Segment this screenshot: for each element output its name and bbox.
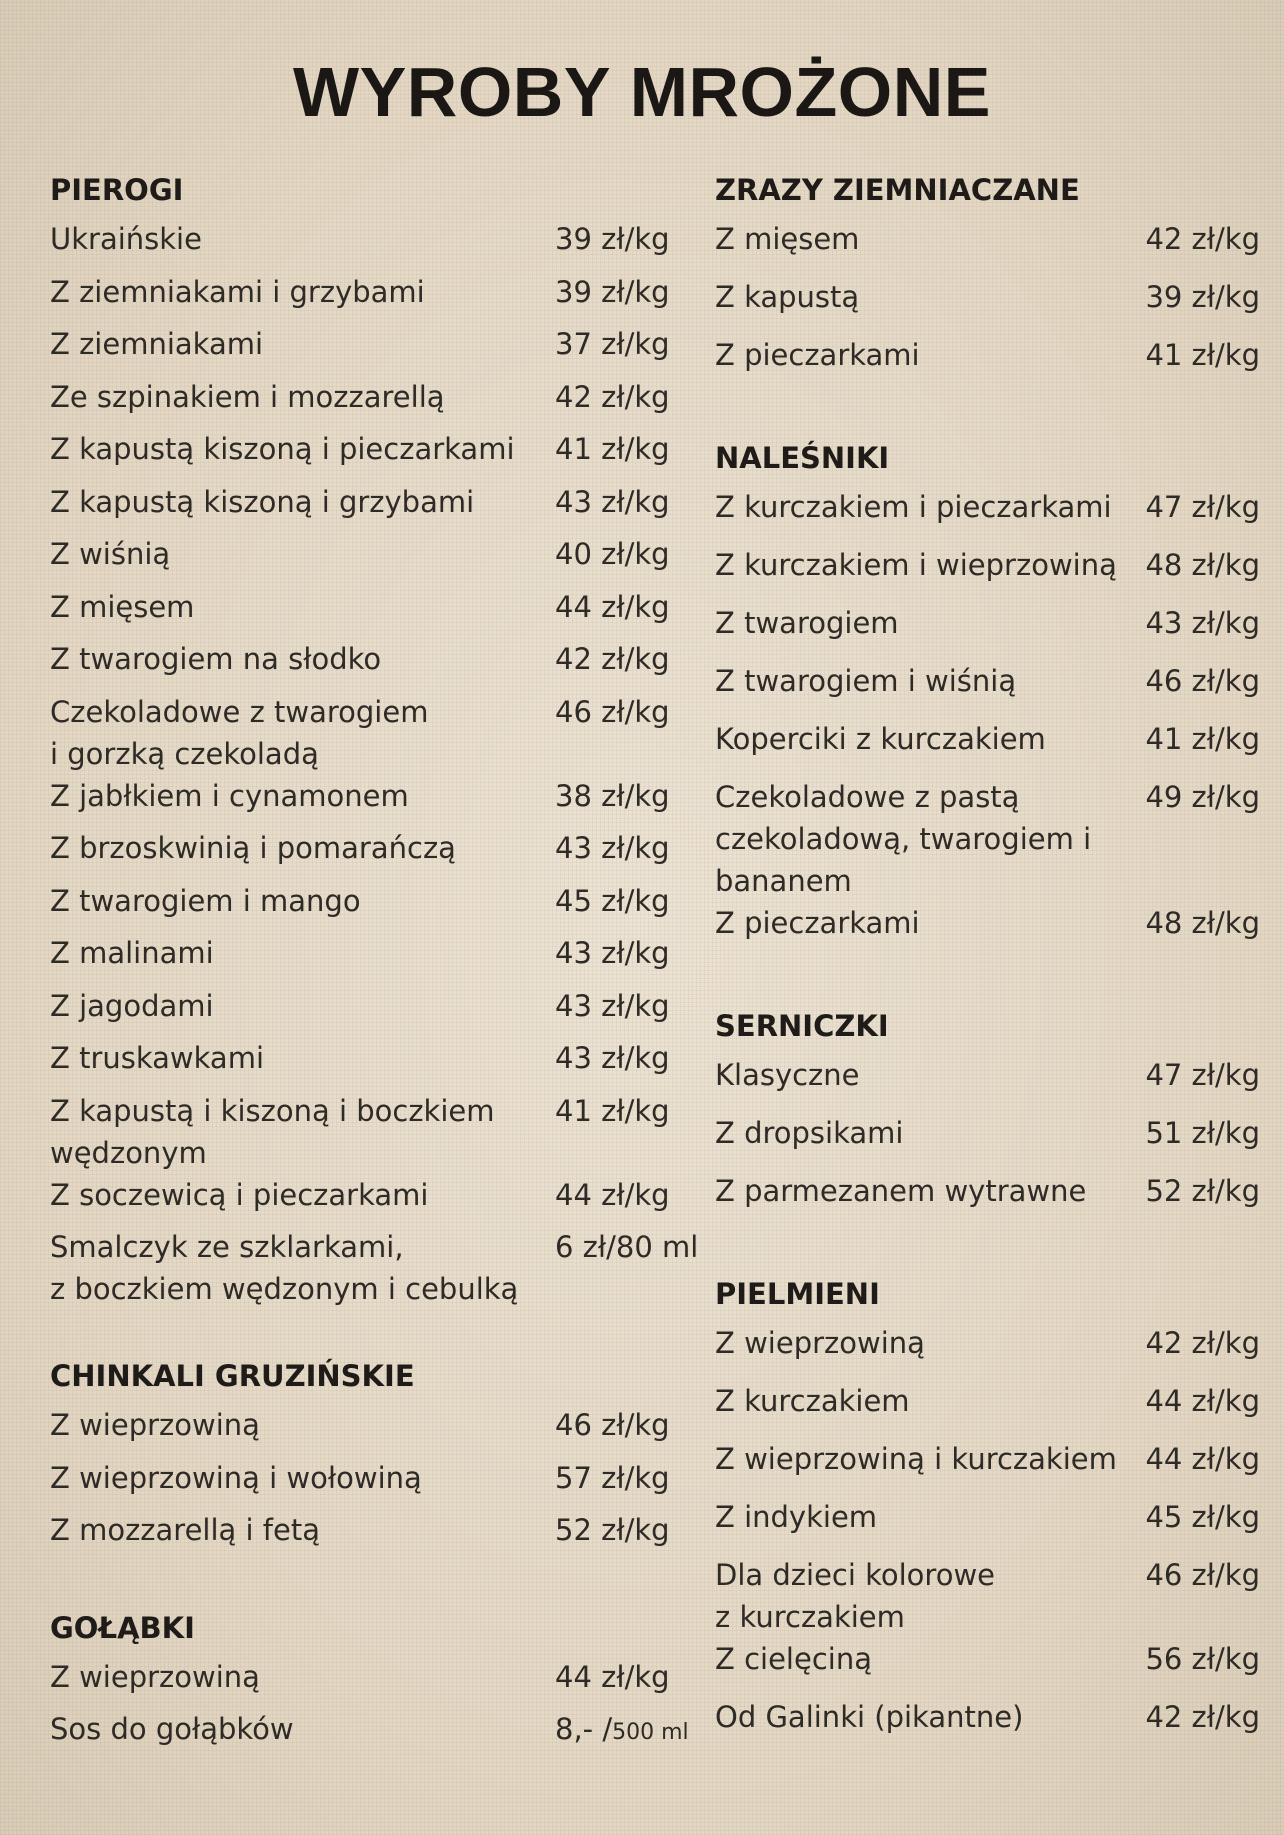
item-price-value: 47 zł/kg <box>1145 490 1260 524</box>
item-name: Z ziemniakami <box>50 327 264 361</box>
item-price-value: 44 zł/kg <box>1145 1384 1260 1418</box>
item-price <box>555 1090 695 1132</box>
item-price-value: 46 zł/kg <box>1145 664 1260 698</box>
item-price <box>555 985 695 1027</box>
item-name: Od Galinki (pikantne) <box>715 1700 1024 1734</box>
menu-item <box>50 1037 695 1090</box>
section-heading: PIELMIENI <box>715 1277 880 1311</box>
item-price <box>555 1174 695 1216</box>
item-name: Z wieprzowiną <box>50 1659 260 1694</box>
item-price-value: 42 zł/kg <box>1145 1700 1260 1734</box>
item-price <box>1145 718 1260 760</box>
menu-item <box>715 1322 1260 1380</box>
item-price-value: 48 zł/kg <box>1145 906 1260 940</box>
item-price <box>555 691 695 733</box>
item-name: Czekoladowe z pastą czekoladową, twarogiem i bananem <box>715 780 1092 898</box>
item-name: Z twarogiem <box>715 606 899 640</box>
item-price-value: 39 zł/kg <box>555 222 670 256</box>
section-heading: CHINKALI GRUZIŃSKIE <box>50 1359 415 1393</box>
item-price-value: 43 zł/kg <box>555 484 670 519</box>
section-serniczki <box>715 1006 1260 1228</box>
item-name: Sos do gołąbków <box>50 1712 294 1746</box>
item-price-value: 6 zł/80 ml <box>555 1230 699 1264</box>
item-price <box>1145 1170 1260 1212</box>
item-name: Ze szpinakiem i mozzarellą <box>50 379 445 414</box>
item-price <box>555 1457 695 1499</box>
section-heading: PIEROGI <box>50 173 184 207</box>
item-price-value: 44 zł/kg <box>555 1177 670 1212</box>
left-column <box>50 170 699 1761</box>
item-price-value: 45 zł/kg <box>555 883 670 918</box>
item-price <box>555 586 695 628</box>
item-price <box>1145 486 1260 528</box>
item-price <box>555 1404 695 1446</box>
item-name: Z wieprzowiną i wołowiną <box>50 1460 422 1495</box>
section-heading: ZRAZY ZIEMNIACZANE <box>715 173 1080 207</box>
item-name: Z twarogiem i wiśnią <box>715 664 1017 698</box>
item-price-value: 41 zł/kg <box>1145 338 1260 372</box>
item-price-value: 43 zł/kg <box>555 988 670 1023</box>
item-price <box>1145 1696 1260 1738</box>
item-price-value: 44 zł/kg <box>555 1659 670 1694</box>
menu-item <box>715 602 1260 660</box>
page-title: WYROBY MROŻONE <box>293 53 991 131</box>
item-price-value: 38 zł/kg <box>555 778 670 813</box>
item-name: Z wieprzowiną <box>715 1326 925 1360</box>
item-price <box>1145 1638 1260 1680</box>
item-name: Z mięsem <box>715 222 860 256</box>
item-name: Z kapustą kiszoną i pieczarkami <box>50 432 515 466</box>
item-name: Z wieprzowiną i kurczakiem <box>715 1442 1117 1476</box>
item-name: Z twarogiem na słodko <box>50 642 382 676</box>
item-price-unit: 500 ml <box>612 1720 689 1745</box>
item-price <box>1145 1438 1260 1480</box>
item-name: Z wieprzowiną <box>50 1408 260 1442</box>
item-price-value: 52 zł/kg <box>1145 1174 1260 1208</box>
item-price-value: 42 zł/kg <box>1145 222 1260 256</box>
item-name: Z kapustą <box>715 280 860 314</box>
item-price <box>1145 602 1260 644</box>
menu-item <box>715 486 1260 544</box>
menu-item <box>50 1656 695 1709</box>
menu-item <box>50 376 695 429</box>
item-price <box>1145 1054 1260 1096</box>
item-price-value: 46 zł/kg <box>555 1408 670 1442</box>
item-name: Z kapustą i kiszoną i boczkiem wędzonym <box>50 1093 495 1170</box>
menu-item <box>50 1174 695 1227</box>
item-price <box>555 638 695 680</box>
item-price <box>1145 544 1260 586</box>
item-name: Klasyczne <box>715 1058 860 1092</box>
item-price <box>1145 776 1260 818</box>
item-price <box>555 1509 695 1551</box>
item-name: Z ziemniakami i grzybami <box>50 274 425 309</box>
item-price-value: 48 zł/kg <box>1145 548 1260 582</box>
item-name: Ukraińskie <box>50 222 202 256</box>
section-nalesniki <box>715 438 1260 960</box>
menu-item <box>715 276 1260 334</box>
item-price <box>1145 1112 1260 1154</box>
item-name: Z brzoskwinią i pomarańczą <box>50 831 456 865</box>
menu-item <box>50 827 695 880</box>
section-heading: NALEŚNIKI <box>715 441 890 475</box>
item-price-value: 49 zł/kg <box>1145 780 1260 814</box>
item-price-value: 37 zł/kg <box>555 327 670 361</box>
menu-item <box>50 218 695 271</box>
item-price-value: 46 zł/kg <box>555 694 670 729</box>
item-name: Czekoladowe z twarogiem i gorzką czekoladą <box>50 694 429 771</box>
item-name: Z mięsem <box>50 589 195 624</box>
item-price-value: 57 zł/kg <box>555 1460 670 1495</box>
item-price <box>1145 218 1260 260</box>
section-zrazy-ziemniaczane <box>715 170 1260 392</box>
item-name: Z malinami <box>50 936 214 970</box>
menu-item <box>715 1380 1260 1438</box>
item-price-value: 43 zł/kg <box>1145 606 1260 640</box>
item-price <box>555 827 695 869</box>
menu-item <box>50 1090 695 1174</box>
menu-item <box>715 218 1260 276</box>
item-name: Z soczewicą i pieczarkami <box>50 1177 429 1212</box>
item-price <box>555 1226 699 1268</box>
item-price-value: 52 zł/kg <box>555 1513 670 1547</box>
item-price-value: 42 zł/kg <box>555 379 670 414</box>
item-name: Dla dzieci kolorowe z kurczakiem <box>715 1558 996 1634</box>
menu-item <box>715 718 1260 776</box>
item-price <box>555 1037 695 1079</box>
menu-item <box>715 1054 1260 1112</box>
menu-item <box>50 691 695 775</box>
item-name: Z wiśnią <box>50 537 171 571</box>
item-name: Koperciki z kurczakiem <box>715 722 1046 756</box>
item-price-value: 47 zł/kg <box>1145 1058 1260 1092</box>
item-price-value: 45 zł/kg <box>1145 1500 1260 1534</box>
item-name: Z twarogiem i mango <box>50 883 361 918</box>
item-price-value: 43 zł/kg <box>555 936 670 970</box>
menu-item <box>715 334 1260 392</box>
item-price-value: 43 zł/kg <box>555 1041 670 1075</box>
right-column <box>715 170 1260 1754</box>
menu-item <box>715 776 1260 902</box>
menu-item <box>50 1226 699 1310</box>
item-price <box>555 218 695 260</box>
item-name: Z pieczarkami <box>715 338 920 372</box>
item-price-value: 40 zł/kg <box>555 537 670 571</box>
item-price-value: 41 zł/kg <box>1145 722 1260 756</box>
item-price <box>1145 1322 1260 1364</box>
item-price <box>1145 660 1260 702</box>
menu-item <box>50 586 695 639</box>
menu-item <box>715 1696 1260 1754</box>
menu-item <box>50 428 695 481</box>
item-price-value: 39 zł/kg <box>555 274 670 309</box>
item-price <box>555 932 695 974</box>
menu-item <box>50 271 695 324</box>
item-price <box>541 1708 695 1754</box>
item-price-value: 46 zł/kg <box>1145 1558 1260 1592</box>
item-name: Z parmezanem wytrawne <box>715 1174 1087 1208</box>
menu-item <box>50 323 695 376</box>
section-pierogi <box>50 170 699 1310</box>
item-price-value: 56 zł/kg <box>1145 1642 1260 1676</box>
item-price-value: 41 zł/kg <box>555 1093 670 1128</box>
menu-item <box>50 638 695 691</box>
menu-item <box>715 660 1260 718</box>
item-price <box>1145 276 1260 318</box>
item-price <box>555 428 695 470</box>
item-price <box>555 376 695 418</box>
item-name: Z kurczakiem i wieprzowiną <box>715 548 1117 582</box>
item-name: Z pieczarkami <box>715 906 920 940</box>
item-name: Z mozzarellą i fetą <box>50 1513 320 1547</box>
menu-item <box>715 902 1260 960</box>
item-price <box>555 271 695 313</box>
item-name: Z truskawkami <box>50 1041 265 1075</box>
menu-item <box>50 1404 695 1457</box>
menu-item <box>50 481 695 534</box>
item-name: Z jabłkiem i cynamonem <box>50 778 409 813</box>
item-price-value: 42 zł/kg <box>555 642 670 676</box>
item-price <box>1145 334 1260 376</box>
menu-item <box>715 1554 1260 1638</box>
menu-item <box>715 1170 1260 1228</box>
item-price-value: 43 zł/kg <box>555 831 670 865</box>
item-name: Z indykiem <box>715 1500 878 1534</box>
menu-item <box>715 544 1260 602</box>
menu-item <box>50 1457 695 1510</box>
menu-item <box>50 880 695 933</box>
item-price-value: 42 zł/kg <box>1145 1326 1260 1360</box>
menu-item <box>715 1112 1260 1170</box>
item-name: Z kurczakiem <box>715 1384 910 1418</box>
menu-item <box>50 533 695 586</box>
item-price <box>1145 902 1260 944</box>
item-price <box>1145 1496 1260 1538</box>
item-price-value: 44 zł/kg <box>555 589 670 624</box>
item-price <box>1145 1380 1260 1422</box>
section-pielmieni <box>715 1274 1260 1754</box>
menu-item <box>715 1438 1260 1496</box>
menu-item <box>715 1638 1260 1696</box>
item-name: Z kurczakiem i pieczarkami <box>715 490 1112 524</box>
item-price <box>555 1656 695 1698</box>
item-price <box>555 775 695 817</box>
section-heading: SERNICZKI <box>715 1009 889 1043</box>
item-price <box>555 481 695 523</box>
item-price <box>555 323 695 365</box>
section-golabki <box>50 1608 695 1761</box>
item-name: Smalczyk ze szklarkami, z boczkiem wędzonym i cebulką <box>50 1230 519 1306</box>
menu-item <box>50 1509 695 1562</box>
item-name: Z kapustą kiszoną i grzybami <box>50 484 475 519</box>
item-price-value: 41 zł/kg <box>555 432 670 466</box>
item-price <box>1145 1554 1260 1596</box>
item-price-value: 51 zł/kg <box>1145 1116 1260 1150</box>
item-price <box>555 880 695 922</box>
section-heading: GOŁĄBKI <box>50 1610 195 1645</box>
menu-item <box>50 1708 695 1761</box>
section-chinkali-gruzinskie <box>50 1356 695 1562</box>
item-name: Z cielęciną <box>715 1642 872 1676</box>
item-name: Z dropsikami <box>715 1116 904 1150</box>
item-name: Z jagodami <box>50 988 214 1023</box>
item-price-value: 44 zł/kg <box>1145 1442 1260 1476</box>
menu-item <box>50 775 695 828</box>
item-price-value: 8,- / <box>555 1712 613 1746</box>
item-price-value: 39 zł/kg <box>1145 280 1260 314</box>
menu-item <box>50 985 695 1038</box>
menu-item <box>50 932 695 985</box>
menu-item <box>715 1496 1260 1554</box>
item-price <box>555 533 695 575</box>
